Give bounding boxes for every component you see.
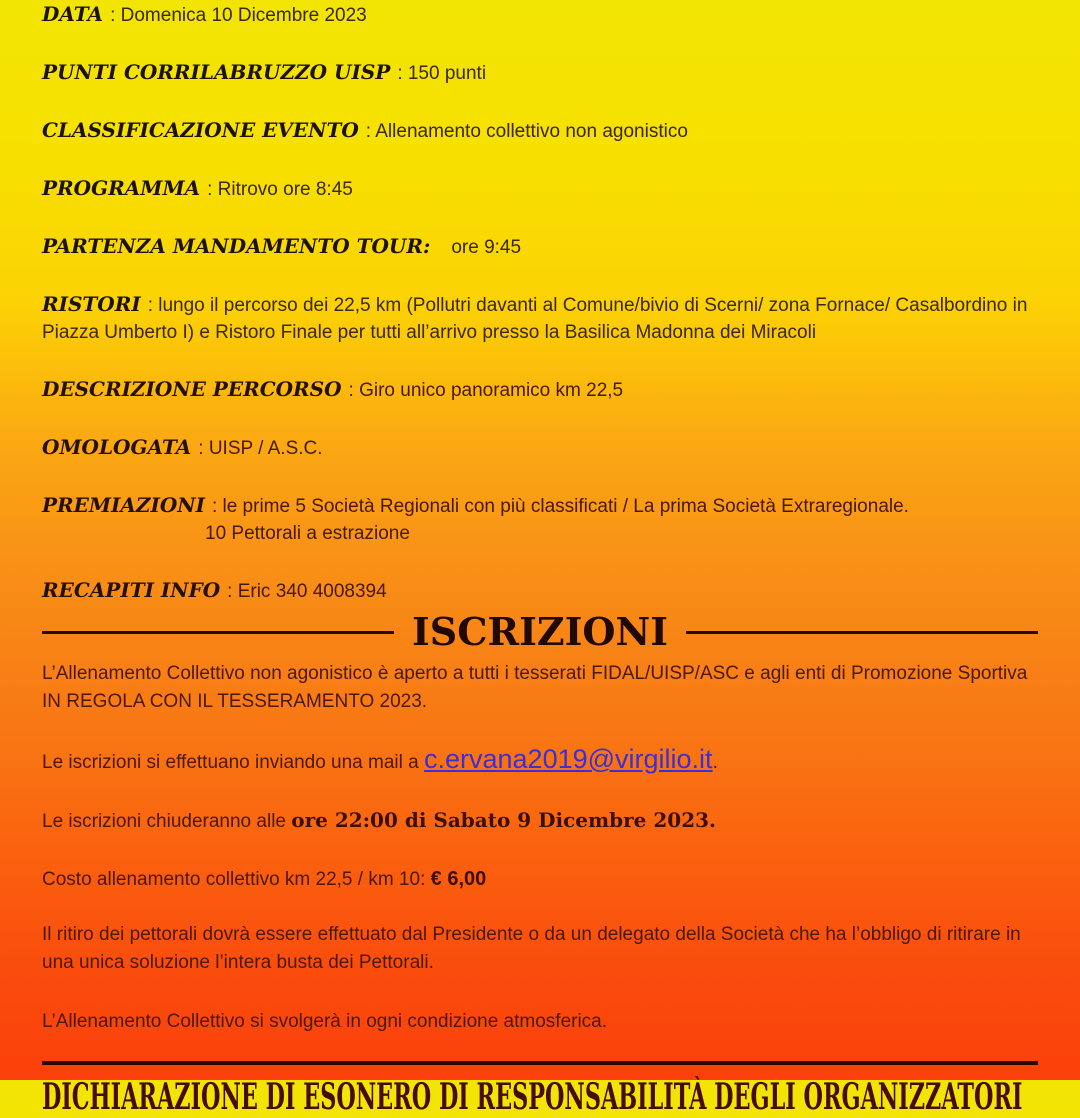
footer-divider-line — [42, 1061, 1038, 1065]
info-row-programma — [42, 175, 1038, 203]
info-label: PREMIAZIONI — [42, 493, 205, 517]
info-row-omologata — [42, 434, 1038, 462]
mail-instruction-text: Le iscrizioni si effettuano inviando una mail a — [42, 752, 424, 773]
info-value: ore 9:45 — [451, 237, 522, 258]
info-value: : Domenica 10 Dicembre 2023 — [110, 5, 367, 26]
info-label: OMOLOGATA — [42, 435, 192, 459]
info-row-data — [42, 1, 1038, 29]
info-row-punti-corrilabruzzo — [42, 59, 1038, 87]
info-label: CLASSIFICAZIONE EVENTO — [42, 118, 359, 142]
weather-note-line: L’Allenamento Collettivo si svolgerà in ogni condizione atmosferica. — [42, 1011, 608, 1032]
deadline-date: ore 22:00 di Sabato 9 Dicembre 2023. — [291, 808, 716, 832]
cost-amount: € 6,00 — [430, 868, 487, 890]
bib-pickup-paragraph: Il ritiro dei pettorali dovrà essere effettuato dal Presidente o da un delegato della Società che ha l’obbligo di ritirare in una unica soluzione l’intera busta dei Pettorali. — [42, 924, 1021, 973]
iscrizioni-section-header — [42, 609, 1038, 654]
info-row-recapiti-info — [42, 577, 1038, 605]
footer-heading: DICHIARAZIONE DI ESONERO DI RESPONSABILITÀ DEGLI ORGANIZZATORI — [42, 1076, 1023, 1118]
info-value: : le prime 5 Società Regionali con più classificati / La prima Società Extraregionale. — [211, 496, 909, 517]
info-row-ristori — [42, 291, 1038, 346]
info-label: DESCRIZIONE PERCORSO — [42, 377, 342, 401]
info-label: PUNTI CORRILABRUZZO UISP — [42, 60, 391, 84]
info-value: : Giro unico panoramico km 22,5 — [348, 380, 624, 401]
iscrizioni-heading: ISCRIZIONI — [412, 609, 668, 654]
info-label: PARTENZA MANDAMENTO TOUR: — [42, 234, 431, 258]
iscrizioni-intro-paragraph: L’Allenamento Collettivo non agonistico è aperto a tutti i tesserati FIDAL/UISP/ASC e agli enti di Promozione Sportiva IN REGOLA CON IL TESSERAMENTO 2023. — [42, 663, 1028, 712]
info-value: : Allenamento collettivo non agonistico — [365, 121, 688, 142]
registration-deadline-line — [42, 806, 1038, 836]
info-row-premiazioni — [42, 492, 1038, 547]
info-value: : Ritrovo ore 8:45 — [207, 179, 353, 200]
info-row-classificazione-evento — [42, 117, 1038, 145]
mail-instruction-line — [42, 742, 1038, 780]
info-row-descrizione-percorso — [42, 376, 1038, 404]
cost-text: Costo allenamento collettivo km 22,5 / km 10: — [42, 869, 431, 890]
info-row-partenza-mandamento-tour — [42, 233, 1038, 261]
info-value: : Eric 340 4008394 — [227, 581, 387, 602]
mail-instruction-suffix: . — [712, 752, 718, 773]
info-value-line2: 10 Pettorali a estrazione — [205, 523, 410, 544]
info-value: : 150 punti — [397, 63, 487, 84]
info-label: PROGRAMMA — [42, 176, 201, 200]
info-label: RISTORI — [42, 292, 141, 316]
divider-line-left — [42, 631, 394, 634]
info-value: : lungo il percorso dei 22,5 km (Pollutri davanti al Comune/bivio di Scerni/ zona Fornace/ Casalbordino in Piazza Umberto I) e Ristoro Finale per tutti all’arrivo presso la Basilica Madonna dei Miracoli — [42, 295, 1028, 343]
email-link[interactable]: c.ervana2019@virgilio.it — [424, 744, 713, 774]
divider-line-right — [686, 631, 1038, 634]
deadline-text: Le iscrizioni chiuderanno alle — [42, 811, 292, 832]
info-value: : UISP / A.S.C. — [198, 438, 323, 459]
cost-line — [42, 866, 1038, 893]
info-label: RECAPITI INFO — [42, 578, 221, 602]
info-label: DATA — [42, 2, 104, 26]
